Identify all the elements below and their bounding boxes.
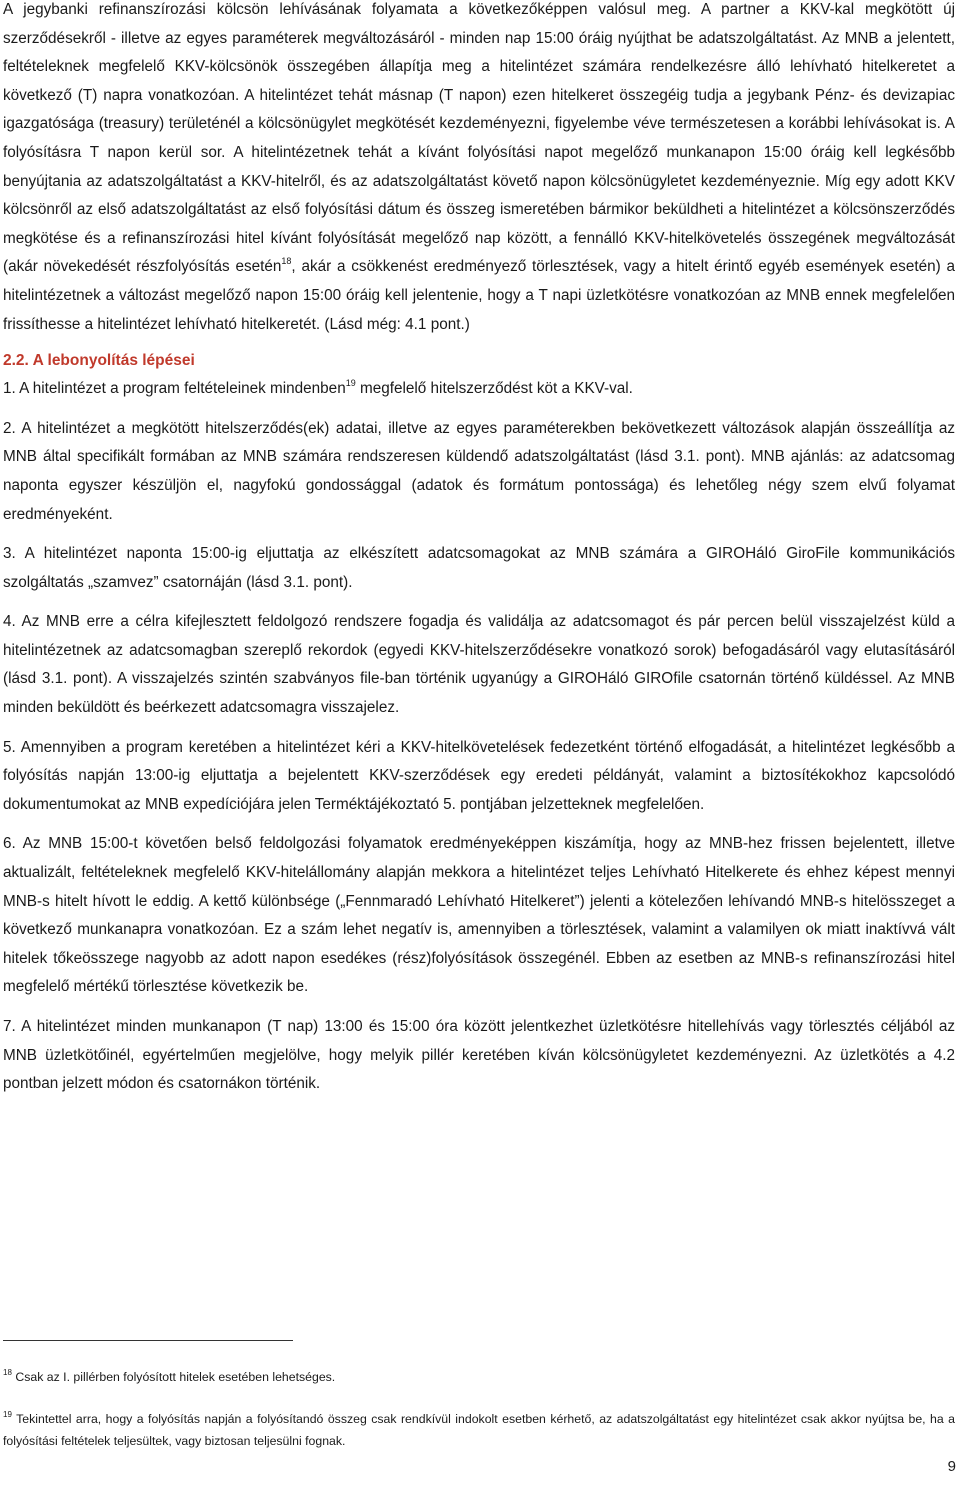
footnote-18-number: 18 (3, 1368, 12, 1377)
footnote-18 (3, 1366, 955, 1388)
step-1-text-end: megfelelő hitelszerződést köt a KKV-val. (355, 380, 633, 398)
page-number: 9 (947, 1458, 956, 1475)
step-6: 6. Az MNB 15:00-t követően belső feldolgozási folyamatok eredményeképpen kiszámítja, hogy az MNB-hez frissen bejelentett, illetve aktualizált, feltételeknek megfelelő KKV-hitelállomány alapján mekkora a hitelintézet teljes Lehívható Hitelkerete és ehhez képest mennyi MNB-s hitelt hívott le eddig. A kettő különbsége („Fennmaradó Lehívható Hitelkeret”) jelenti a kötelezően lehívandó MNB-s hitelösszeget a következő munkanapra vonatkozóan. Ez a szám lehet negatív is, amennyiben a törlesztések, valamint a valamilyen ok miatt inaktívvá vált hitelek tőkeösszege nagyobb az adott napon esedékes (rész)folyósítások összegénél. Ebben az esetben az MNB-s refinanszírozási hitel megfelelő mértékű törlesztése következik be. (3, 835, 955, 996)
step-7: 7. A hitelintézet minden munkanapon (T nap) 13:00 és 15:00 óra között jelentkezhet üzletkötésre hitellehívás vagy törlesztés céljából az MNB üzletkötőinél, egyértelműen megjelölve, hogy melyik pillér keretében kíván kölcsönügyletet kezdeményezni. Az üzletkötés a 4.2 pontban jelzett módon és csatornákon történik. (3, 1018, 955, 1093)
step-2: 2. A hitelintézet a megkötött hitelszerződés(ek) adatai, illetve az egyes paraméterekben bekövetkezett változások alapján összeállítja az MNB által specifikált formában az MNB számára rendszeresen küldendő adatszolgáltatást (lásd 3.1. pont). MNB ajánlás: az adatcsomag naponta egyszer készüljön el, nagyfokú gondossággal (adatok és formátum pontossága) és lehetőleg négy szem elvű folyamat eredményeként. (3, 419, 955, 523)
footnote-19 (3, 1408, 955, 1452)
footnote-19-text: Tekintettel arra, hogy a folyósítás napján a folyósítandó összeg csak rendkívül indokolt esetben kérhető, az adatszolgáltatást egy hitelintézet csak akkor nyújtsa be, ha a folyósítási feltételek teljesültek, vagy biztosan teljesülni fognak. (3, 1412, 955, 1448)
footnote-divider (3, 1340, 293, 1341)
intro-text-part1: A jegybanki refinanszírozási kölcsön lehívásának folyamata a következőképpen valósul meg. A partner a KKV-kal megkötött új szerződésekről - illetve az egyes paraméterek megváltozásáról - minden nap 15:00 óráig nyújthat be adatszolgáltatást. Az MNB a jelentett, feltételeknek megfelelő KKV-kölcsönök összegében állapítja meg a hitelintézet számára rendelkezésre álló lehívható hitelkeretet a következő (T) napra vonatkozóan. A hitelintézet tehát másnap (T napon) ezen hitelkeret összegéig tudja a jegybank Pénz- és devizapiac igazgatósága (treasury) területénél a kölcsönügylet megkötését kezdeményezni, figyelembe véve természetesen a korábbi lehívásokat is. A folyósításra T napon kerül sor. A hitelintézetnek tehát a kívánt folyósítási napot megelőző munkanapon 15:00 óráig kell legkésőbb benyújtania az adatszolgáltatást a KKV-hitelről, és az adatszolgáltatást követő napon kölcsönügyletet kezdeményeznie. Míg egy adott KKV kölcsönről az első adatszolgáltatást az első folyósítási dátum és összeg ismeretében bármikor beküldheti a hitelintézet a kölcsönszerződés megkötése és a refinanszírozási hitel kívánt folyósítását megelőző nap között, a fennálló KKV-hitelkövetelés összegének megváltozását (akár növekedését részfolyósítás esetén (3, 1, 955, 276)
footnote-ref-19: 19 (345, 378, 356, 389)
step-1 (3, 375, 955, 404)
footnote-19-number: 19 (3, 1410, 12, 1419)
step-4: 4. Az MNB erre a célra kifejlesztett feldolgozó rendszere fogadja és validálja az adatcsomagot és pár percen belül visszajelzést küld a hitelintézetnek az adatcsomagban szereplő rekordok (egyedi KKV-hitelszerződésekre vonatkozó sorok) befogadásáról vagy elutasításáról (lásd 3.1. pont). A visszajelzés szintén szabványos file-ban történik ugyanúgy a GIROHáló GIROfile csatornán történő küldéssel. Az MNB minden beküldött és beérkezett adatcsomagra visszajelez. (3, 613, 955, 717)
step-3: 3. A hitelintézet naponta 15:00-ig eljuttatja az elkészített adatcsomagokat az MNB számára a GIROHáló GiroFile kommunikációs szolgáltatás „szamvez” csatornáján (lásd 3.1. pont). (3, 545, 955, 591)
step-1-text: 1. A hitelintézet a program feltételeinek mindenben (3, 380, 346, 398)
intro-paragraph (3, 0, 955, 339)
intro-text-part2: , akár a csökkenést eredményező törlesztések, vagy a hitelt érintő egyéb események esetén) a hitelintézetnek a változást megelőző napon 15:00 óráig kell jelentenie, hogy a T napi üzletkötésre vonatkozóan az MNB ennek megfelelően frissíthesse a hitelintézet lehívható hitelkeretét. (Lásd még: 4.1 pont.) (3, 258, 955, 333)
footnote-ref-18: 18 (281, 256, 292, 267)
document-page (3, 0, 955, 1099)
section-heading: 2.2. A lebonyolítás lépései (3, 352, 195, 370)
footnote-18-text: Csak az I. pillérben folyósított hitelek esetében lehetséges. (11, 1370, 336, 1384)
step-5: 5. Amennyiben a program keretében a hitelintézet kéri a KKV-hitelkövetelések fedezetként történő elfogadását, a hitelintézet legkésőbb a folyósítás napján 13:00-ig eljuttatja a bejelentett KKV-szerződések egy eredeti példányát, valamint a biztosítékokhoz kapcsolódó dokumentumokat az MNB expedíciójára jelen Terméktájékoztató 5. pontjában jelzetteknek megfelelően. (3, 738, 955, 813)
